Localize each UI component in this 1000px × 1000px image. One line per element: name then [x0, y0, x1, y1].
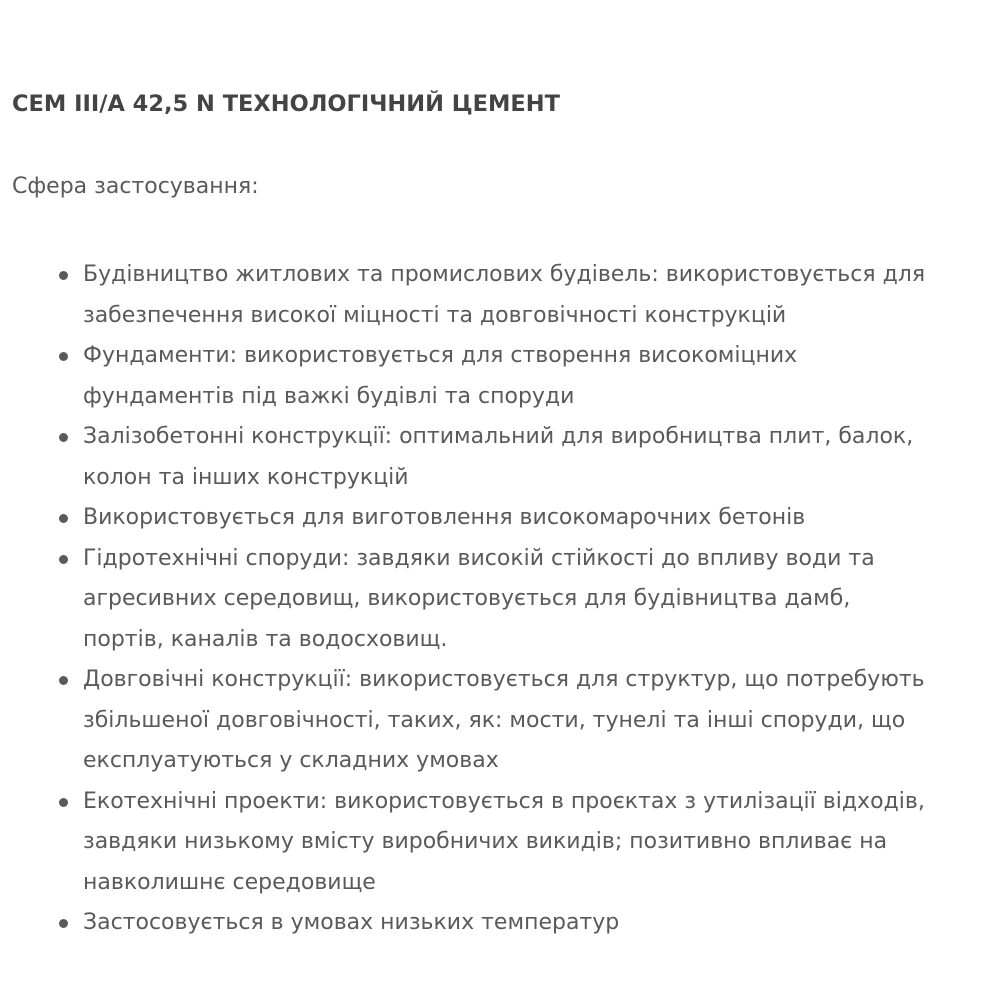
list-item-text: Фундаменти: використовується для створення високоміцних [83, 343, 798, 368]
list-item-text: колон та інших конструкцій [83, 464, 409, 490]
list-item-text: агресивних середовищ, використовується для будівництва дамб, [83, 586, 851, 611]
list-item-text: експлуатуються у складних умовах [83, 748, 499, 773]
bullet-icon [59, 798, 68, 807]
bullet-icon [59, 919, 68, 928]
list-item-text: забезпечення високої міцності та довговічності конструкцій [83, 302, 787, 328]
application-list [12, 255, 987, 944]
list-item [12, 660, 987, 782]
list-item-text: Екотехнічні проекти: використовується в проєктах з утилізації відходів, [83, 788, 925, 814]
section-subtitle: Сфера застосування: [12, 174, 259, 199]
bullet-icon [59, 555, 68, 564]
list-item-text: збільшеної довговічності, таких, як: мости, тунелі та інші споруди, що [83, 707, 906, 733]
page-title: CEM III/A 42,5 N ТЕХНОЛОГІЧНИЙ ЦЕМЕНТ [12, 91, 560, 117]
bullet-icon [59, 514, 68, 523]
list-item [12, 255, 987, 336]
bullet-icon [59, 271, 68, 280]
list-item [12, 539, 987, 661]
list-item [12, 498, 987, 539]
bullet-icon [59, 433, 68, 442]
list-item [12, 782, 987, 904]
list-item [12, 417, 987, 498]
list-item-text: фундаментів під важкі будівлі та споруди [83, 383, 575, 409]
list-item-text: навколишнє середовище [83, 869, 376, 895]
list-item-text: Будівництво житлових та промислових будівель: використовується для [83, 262, 926, 287]
list-item-text: Застосовується в умовах низьких температур [83, 910, 620, 935]
list-item-text: Використовується для виготовлення високомарочних бетонів [83, 505, 806, 530]
bullet-icon [59, 352, 68, 361]
list-item-text: завдяки низькому вмісту виробничих викидів; позитивно впливає на [83, 829, 888, 854]
list-item [12, 903, 987, 944]
list-item-text: Довговічні конструкції: використовується для структур, що потребують [83, 667, 925, 692]
list-item-text: Гідротехнічні споруди: завдяки високій стійкості до впливу води та [83, 545, 875, 571]
list-item-text: Залізобетонні конструкції: оптимальний для виробництва плит, балок, [83, 424, 914, 449]
list-item-text: портів, каналів та водосховищ. [83, 626, 448, 652]
bullet-icon [59, 676, 68, 685]
list-item [12, 336, 987, 417]
